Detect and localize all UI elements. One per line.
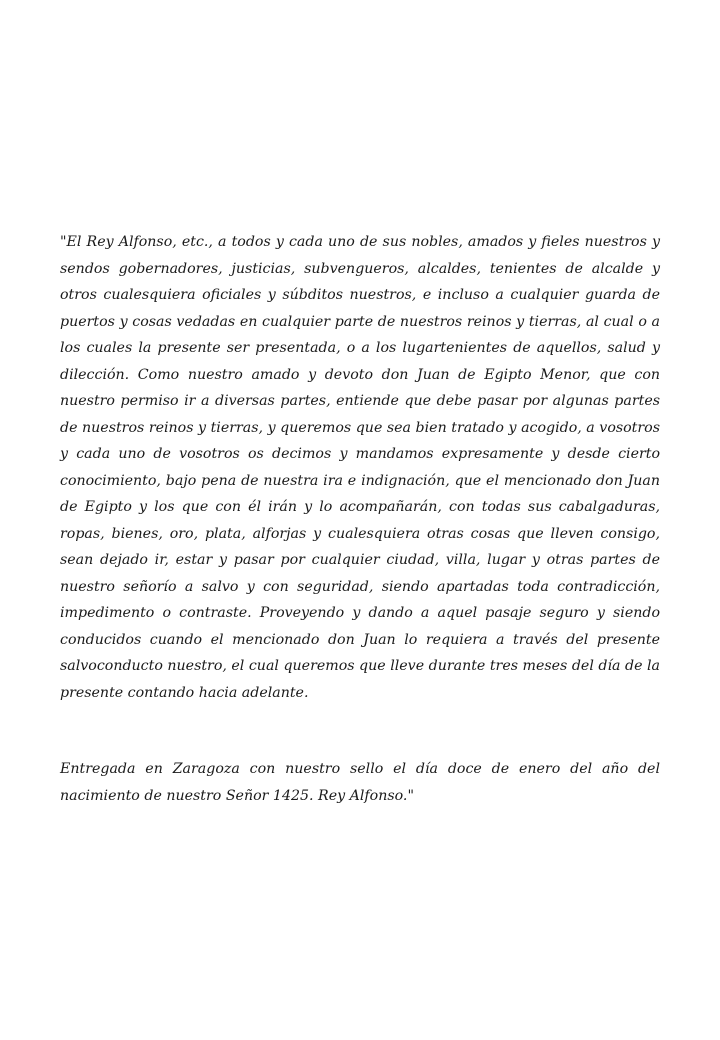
letter-closing-paragraph: Entregada en Zaragoza con nuestro sello el día doce de enero del año del nacimiento de nuestro Señor 1425. Rey Alfonso.": [60, 761, 660, 804]
letter-body-paragraph: "El Rey Alfonso, etc., a todos y cada uno de sus nobles, amados y fieles nuestros y sendos gobernadores, justicias, subvengueros, alcaldes, tenientes de alcalde y otros cualesquiera oficiales y súbditos nuestros, e incluso a cualquier guarda de puertos y cosas vedadas en cualquier parte de nuestros reinos y tierras, al cual o a los cuales la presente ser presentada, o a los lugartenientes de aquellos, salud y dilección. Como nuestro amado y devoto don Juan de Egipto Menor, que con nuestro permiso ir a diversas partes, entiende que debe pasar por algunas partes de nuestros reinos y tierras, y queremos que sea bien tratado y acogido, a vosotros y cada uno de vosotros os decimos y mandamos expresamente y desde cierto conocimiento, bajo pena de nuestra ira e indignación, que el mencionado don Juan de Egipto y los que con él irán y lo acompañarán, con todas sus cabalgaduras, ropas, bienes, oro, plata, alforjas y cualesquiera otras cosas que lleven consigo, sean dejado ir, estar y pasar por cualquier ciudad, villa, lugar y otras partes de nuestro señorío a salvo y con seguridad, siendo apartadas toda contradicción, impedimento o contraste. Proveyendo y dando a aquel pasaje seguro y siendo conducidos cuando el mencionado don Juan lo requiera a través del presente salvoconducto nuestro, el cual queremos que lleve durante tres meses del día de la presente contando hacia adelante.: [60, 234, 660, 701]
